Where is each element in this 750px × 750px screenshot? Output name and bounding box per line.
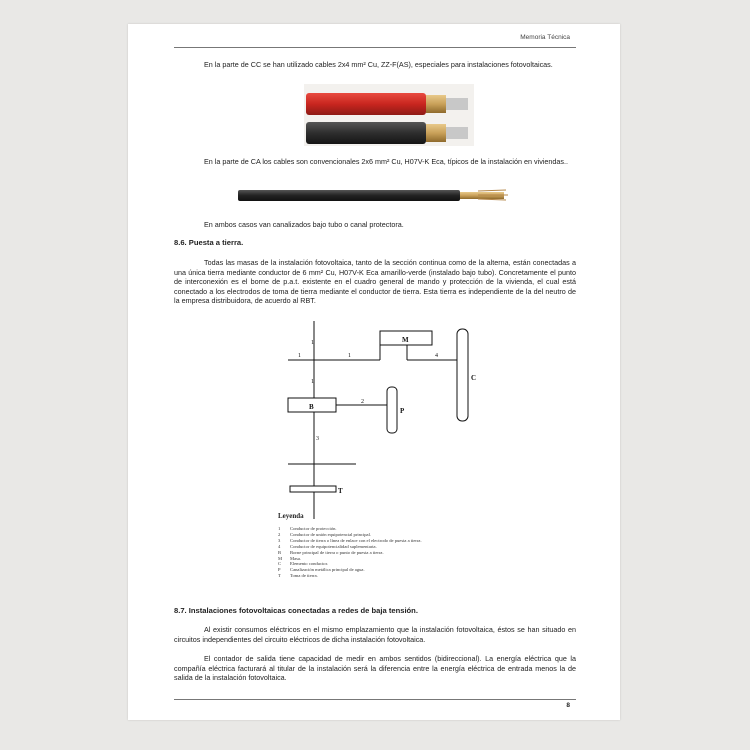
earth-electrode-T [290, 486, 336, 492]
paragraph-canalizados: En ambos casos van canalizados bajo tubo o canal protectora. [204, 220, 404, 229]
label-T: T [338, 487, 343, 495]
legend-key: 2 [278, 531, 281, 537]
legend-value: Conductor de tierra o línea de enlace con el electrodo de puesta a tierra. [290, 537, 422, 543]
label-C: C [471, 374, 477, 382]
label-1c: 1 [348, 353, 351, 359]
legend-key: T [278, 573, 281, 579]
legend-value: Elemento conductor. [290, 561, 329, 567]
black-cable-conductor [426, 124, 446, 142]
legend-value: Masa. [290, 555, 302, 561]
label-1a: 1 [311, 340, 314, 346]
legend-value: Conductor de equipotencialidad suplementaria. [290, 543, 377, 549]
paragraph-ca: En la parte de CA los cables son convencionales 2x6 mm² Cu, H07V-K Eca, típicos de la instalación en viviendas.. [204, 157, 568, 166]
label-P: P [400, 407, 405, 415]
header-title: Memoria Técnica [520, 34, 570, 41]
heading-8-7: 8.7. Instalaciones fotovoltaicas conectadas a redes de baja tensión. [174, 606, 418, 615]
legend-key: C [278, 561, 282, 567]
ac-cable [238, 190, 460, 201]
label-4: 4 [435, 353, 438, 359]
label-1b: 1 [298, 353, 301, 359]
legend-value: Toma de tierra. [290, 573, 318, 579]
legend-item [278, 573, 422, 579]
label-M: M [402, 336, 409, 344]
label-B: B [309, 403, 314, 411]
red-cable [306, 93, 426, 115]
red-cable-strands [446, 98, 468, 110]
conductive-element-C [457, 329, 468, 421]
legend-key: 3 [278, 537, 281, 543]
footer-rule [174, 699, 576, 700]
black-cable-strands [446, 127, 468, 139]
legend-value: Borne principal de tierra o punto de puesta a tierra. [290, 549, 384, 555]
legend-key: 1 [278, 526, 281, 531]
water-pipe-P [387, 387, 397, 433]
document-page [128, 24, 620, 720]
legend-value: Canalización metálica principal de agua. [290, 567, 365, 573]
legend-value: Conductor de protección. [290, 526, 337, 531]
label-3: 3 [316, 436, 319, 442]
paragraph-contador: El contador de salida tiene capacidad de medir en ambos sentidos (bidireccional). La energía eléctrica que la compañía eléctrica facturará al titular de la instalación será la diferencia entre la energía eléctrica de entrada menos la de salida de la instalación fotovoltaica. [174, 654, 576, 683]
label-2: 2 [361, 399, 364, 405]
red-cable-conductor [426, 95, 446, 113]
paragraph-tierra: Todas las masas de la instalación fotovoltaica, tanto de la sección continua como de la alterna, están conectadas a una única tierra mediante conductor de 6 mm² Cu, H07V-K Eca amarillo-verde (instalado bajo tubo). Concretamente el punto de interconexión es el borne de p.a.t. existente en el cuadro general de mando y protección de la vivienda, el cual está conectado a los electrodos de toma de tierra mediante el conductor de tierra. Esta tierra es independiente de la del neutro de la empresa distribuidora, de acuerdo al RBT. [174, 258, 576, 306]
legend-title: Leyenda [278, 512, 304, 520]
heading-8-6: 8.6. Puesta a tierra. [174, 238, 244, 247]
earthing-diagram [288, 321, 468, 519]
paragraph-cc: En la parte de CC se han utilizado cables 2x4 mm² Cu, ZZ-F(AS), especiales para instalaciones fotovoltaicas. [204, 60, 553, 69]
label-1d: 1 [311, 379, 314, 385]
black-cable [306, 122, 426, 144]
paragraph-consumos: Al existir consumos eléctricos en el mismo emplazamiento que la instalación fotovoltaica, éstos se han situado en circuitos independientes del circuito eléctricos de dicha instalación fotovoltaica. [174, 625, 576, 644]
page-number: 8 [566, 702, 570, 709]
legend-list [278, 526, 422, 579]
legend-key: B [278, 549, 282, 555]
legend-value: Conductor de unión equipotencial principal. [290, 531, 372, 537]
legend-key: M [278, 555, 283, 561]
cables-illustration [128, 24, 620, 720]
legend-key: P [278, 567, 281, 573]
legend-key: 4 [278, 543, 281, 549]
